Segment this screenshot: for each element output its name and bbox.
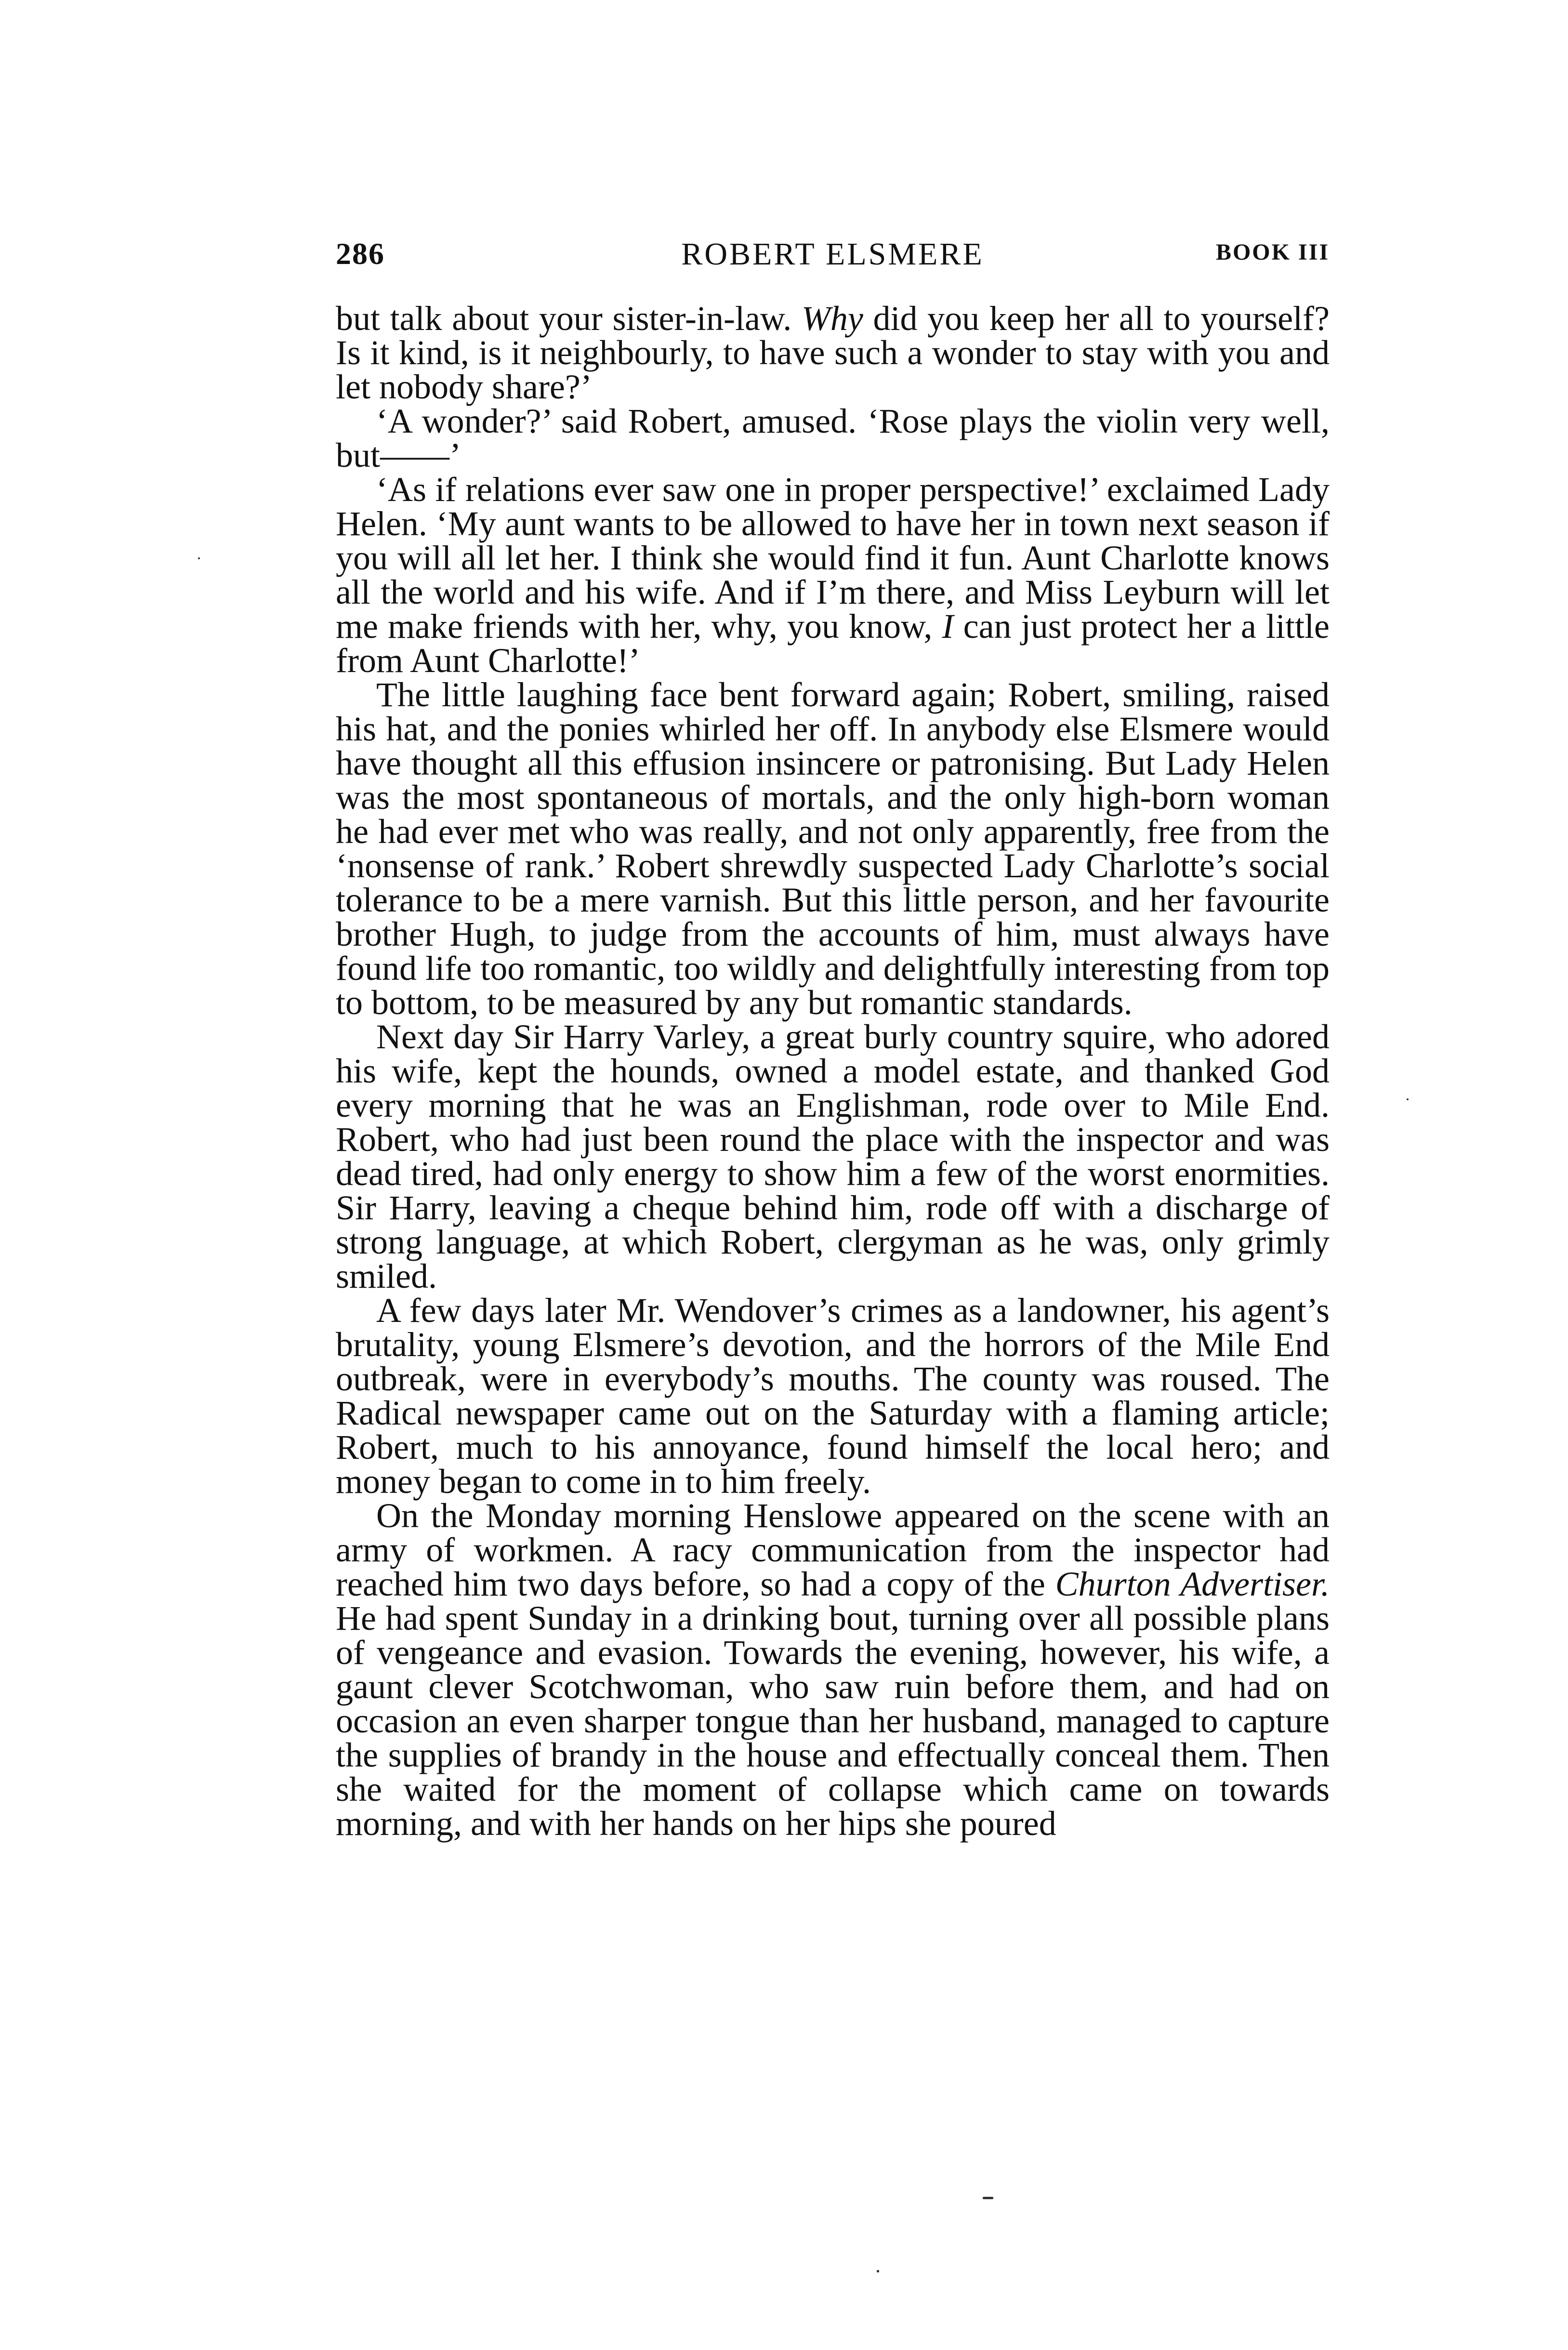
text-segment: ‘A wonder?’ said Robert, amused. ‘Rose plays the violin very well, but——’ bbox=[336, 402, 1330, 475]
text-segment: but talk about your sister-in-law. bbox=[336, 299, 802, 338]
page-number: 286 bbox=[336, 237, 385, 271]
page-header bbox=[336, 236, 1330, 279]
scan-speck bbox=[983, 2197, 993, 2199]
body-text bbox=[336, 299, 1330, 1843]
paragraph-p3 bbox=[336, 470, 1330, 680]
text-segment: He had spent Sunday in a drinking bout, turning over all possible plans of vengeance and evasion. Towards the evening, however, his wife, a gaunt clever Scotchwoman, who saw ruin before them, and had on occasion an even sharper tongue than her husband, managed to capture the supplies of brandy in the house and effectually conceal them. Then she waited for the moment of collapse which came on towards morning, and with her hands on her hips she poured bbox=[336, 1599, 1330, 1843]
text-segment: Next day Sir Harry Varley, a great burly country squire, who adored his wife, kept the hounds, owned a model estate, and thanked God every morning that he was an Englishman, rode over to Mile End. Robert, who had just been round the place with the inspector and was dead tired, had only energy to show him a few of the worst enormities. Sir Harry, leaving a cheque behind him, rode off with a discharge of strong language, at which Robert, clergyman as he was, only grimly smiled. bbox=[336, 1017, 1330, 1295]
paragraph-p1 bbox=[336, 299, 1330, 406]
text-segment: A few days later Mr. Wendover’s crimes as a landowner, his agent’s brutality, young Elsmere’s devotion, and the horrors of the Mile End outbreak, were in everybody’s mouths. The county was roused. The Radical newspaper came out on the Saturday with a flaming article; Robert, much to his annoyance, found himself the local hero; and money began to come in to him freely. bbox=[336, 1291, 1330, 1501]
paragraph-p6 bbox=[336, 1291, 1330, 1501]
italic-text: Churton Advertiser. bbox=[1055, 1565, 1330, 1603]
paragraph-p2 bbox=[336, 404, 1330, 473]
paragraph-p7 bbox=[336, 1496, 1330, 1843]
paragraph-p4 bbox=[336, 675, 1330, 1022]
book-label: BOOK III bbox=[1215, 239, 1330, 265]
text-segment: On the Monday morning Henslowe appeared on the scene with an army of workmen. A racy communication from the inspector had reached him two days before, so had a copy of the bbox=[336, 1496, 1330, 1603]
scan-speck bbox=[1407, 1098, 1409, 1100]
text-segment: ‘As if relations ever saw one in proper perspective!’ exclaimed Lady Helen. ‘My aunt wants to be allowed to have her in town next season if you will all let her. I think she would find it fun. Aunt Charlotte knows all the world and his wife. And if I’m there, and Miss Leyburn will let me make friends with her, why, you know, bbox=[336, 470, 1330, 646]
text-segment: did you keep her all to yourself? Is it kind, is it neighbourly, to have such a wonder to stay with you and let nobody share?’ bbox=[336, 299, 1330, 406]
italic-text: Why bbox=[801, 299, 863, 338]
text-segment: The little laughing face bent forward again; Robert, smiling, raised his hat, and the ponies whirled her off. In anybody else Elsmere would have thought all this effusion insincere or patronising. But Lady Helen was the most spontaneous of mortals, and the only high-born woman he had ever met who was really, and not only apparently, free from the ‘nonsense of rank.’ Robert shrewdly suspected Lady Charlotte’s social tolerance to be a mere varnish. But this little person, and her favourite brother Hugh, to judge from the accounts of him, must always have found life too romantic, too wildly and delightfully interesting from top to bottom, to be measured by any but romantic standards. bbox=[336, 675, 1330, 1022]
scan-speck bbox=[877, 2270, 879, 2272]
running-title: ROBERT ELSMERE bbox=[681, 237, 984, 272]
italic-text: I bbox=[942, 607, 954, 646]
text-segment: can just protect her a little from Aunt Charlotte!’ bbox=[336, 607, 1330, 680]
scan-speck bbox=[198, 557, 200, 559]
paragraph-p5 bbox=[336, 1017, 1330, 1295]
